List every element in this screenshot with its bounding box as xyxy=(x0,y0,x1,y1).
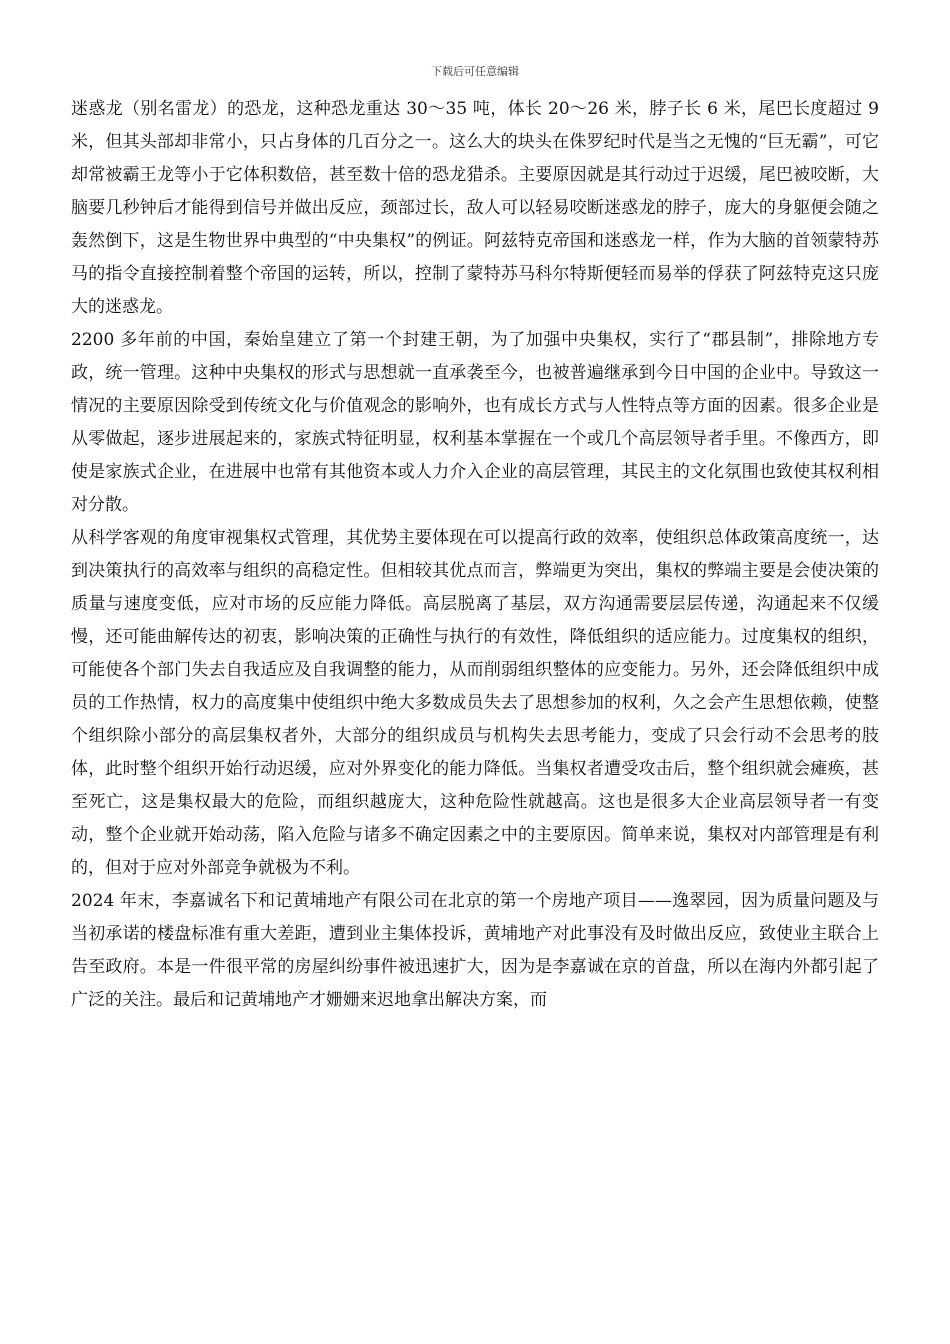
page-header: 下载后可任意编辑 xyxy=(431,65,519,78)
paragraph-apatosaurus: 迷惑龙（别名雷龙）的恐龙，这种恐龙重达 30～35 吨，体长 20～26 米，脖子长 6 米，尾巴长度超过 9 米，但其头部却非常小，只占身体的几百分之一。这么大的块头在侏罗纪时代是当之无愧的“巨无霸”，可它却常被霸王龙等小于它体积数倍，甚至数十倍的恐龙猎杀。主要原因就是其行动过于迟缓，尾巴被咬断，大脑要几秒钟后才能得到信号并做出反应，颈部过长，敌人可以轻易咬断迷惑龙的脖子，庞大的身躯便会随之轰然倒下，这是生物世界中典型的“中央集权”的例证。阿兹特克帝国和迷惑龙一样，作为大脑的首领蒙特苏马的指令直接控制着整个帝国的运转，所以，控制了蒙特苏马科尔特斯便轻而易举的俘获了阿兹特克这只庞大的迷惑龙。 xyxy=(71,99,879,317)
document-body xyxy=(71,93,879,1017)
paragraph-qin-centralization: 2200 多年前的中国，秦始皇建立了第一个封建王朝，为了加强中央集权，实行了“郡县制”，排除地方专政，统一管理。这种中央集权的形式与思想就一直承袭至今，也被普遍继承到今日中国的企业中。导致这一情况的主要原因除受到传统文化与价值观念的影响外，也有成长方式与人性特点等方面的因素。很多企业是从零做起，逐步进展起来的，家族式特征明显，权利基本掌握在一个或几个高层领导者手里。不像西方，即使是家族式企业，在进展中也常有其他资本或人力介入企业的高层管理，其民主的文化氛围也致使其权利相对分散。 xyxy=(71,330,879,515)
paragraph-centralized-management-analysis: 从科学客观的角度审视集权式管理，其优势主要体现在可以提高行政的效率，使组织总体政策高度统一，达到决策执行的高效率与组织的高稳定性。但相较其优点而言，弊端更为突出，集权的弊端主要是会使决策的质量与速度变低，应对市场的反应能力降低。高层脱离了基层，双方沟通需要层层传递，沟通起来不仅缓慢，还可能曲解传达的初衷，影响决策的正确性与执行的有效性，降低组织的适应能力。过度集权的组织，可能使各个部门失去自我适应及自我调整的能力，从而削弱组织整体的应变能力。另外，还会降低组织中成员的工作热情，权力的高度集中使组织中绝大多数成员失去了思想参加的权利，久之会产生思想依赖，使整个组织除小部分的高层集权者外，大部分的组织成员与机构失去思考能力，变成了只会行动不会思考的肢体，此时整个组织开始行动迟缓，应对外界变化的能力降低。当集权者遭受攻击后，整个组织就会瘫痪，甚至死亡，这是集权最大的危险，而组织越庞大，这种危险性就越高。这也是很多大企业高层领导者一有变动，整个企业就开始动荡，陷入危险与诸多不确定因素之中的主要原因。简单来说，集权对内部管理是有利的，但对于应对外部竞争就极为不利。 xyxy=(71,528,879,878)
paragraph-hutchison-case: 2024 年末，李嘉诚名下和记黄埔地产有限公司在北京的第一个房地产项目——逸翠园，因为质量问题及与当初承诺的楼盘标准有重大差距，遭到业主集体投诉，黄埔地产对此事没有及时做出反应，致使业主联合上告至政府。本是一件很平常的房屋纠纷事件被迅速扩大，因为是李嘉诚在京的首盘，所以在海内外都引起了广泛的关注。最后和记黄埔地产才姗姗来迟地拿出解决方案，而 xyxy=(71,891,879,1010)
